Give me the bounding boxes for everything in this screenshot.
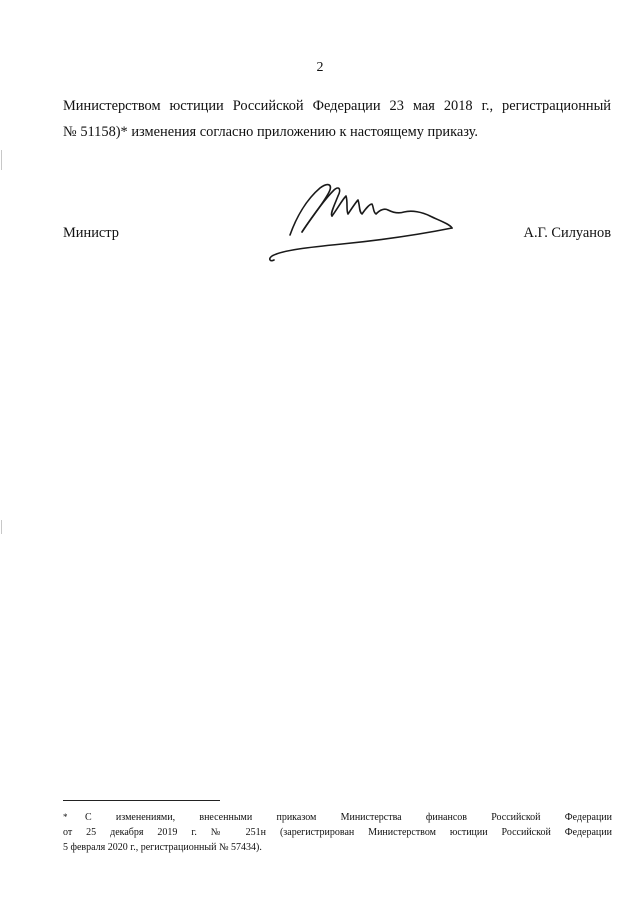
footnote [63, 810, 612, 855]
page-number: 2 [316, 60, 324, 75]
footnote-line [63, 810, 612, 825]
body-line: № 51158)* изменения согласно приложению к настоящему приказу. [63, 124, 479, 140]
handwritten-signature [262, 170, 462, 265]
body-paragraph [63, 93, 611, 145]
footnote-divider [63, 800, 220, 801]
footnote-marker: * [63, 812, 68, 822]
signatory-name: А.Г. Силуанов [523, 225, 611, 241]
footnote-line: от 25 декабря 2019 г. № 251н (зарегистрирован Министерством юстиции Российской Федерации [63, 827, 612, 838]
footnote-text: С изменениями, внесенными приказом Министерства финансов Российской Федерации [85, 812, 612, 823]
footnote-line: 5 февраля 2020 г., регистрационный № 57434). [63, 842, 262, 853]
body-line: Министерством юстиции Российской Федерации 23 мая 2018 г., регистрационный [63, 98, 611, 114]
signatory-title: Министр [63, 225, 119, 241]
scan-edge-mark [1, 520, 2, 534]
scan-edge-mark [1, 150, 2, 170]
